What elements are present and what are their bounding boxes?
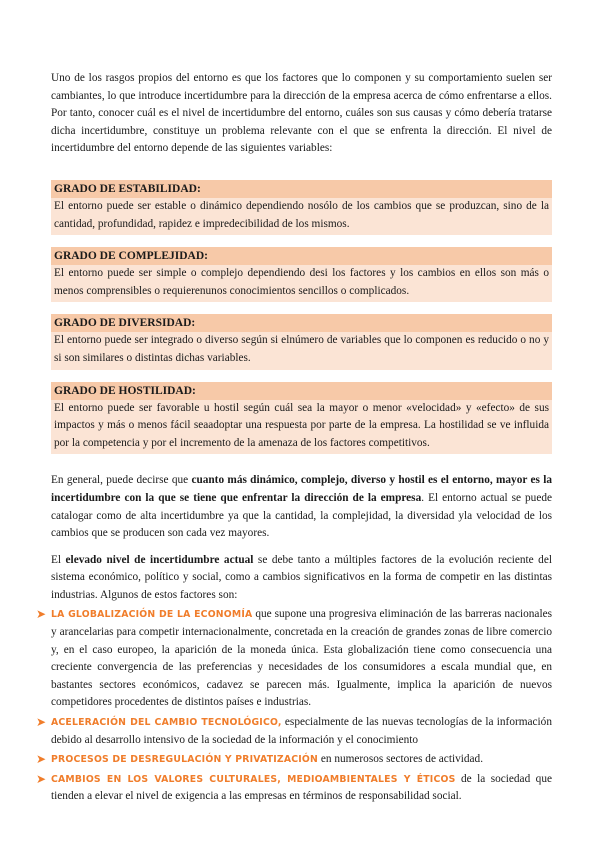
- box-complejidad: [51, 247, 552, 302]
- arrow-right-icon: ➤: [36, 752, 47, 767]
- intro-paragraph: Uno de los rasgos propios del entorno es que los factores que lo componen y su comportamiento suelen ser cambiantes, lo que introduce incertidumbre para la dirección de la empresa acerca de cómo enfrentarse a ellos. Por tanto, conocer cuál es el nivel de incertidumbre del entorno, cuáles son sus causas y cómo debería tratarse dicha incertidumbre, constituye un problema relevante con el que se enfrenta la dirección. El nivel de incertidumbre del entorno depende de las siguientes variables:: [51, 72, 552, 155]
- list-item: ➤ LA GLOBALIZACIÓN DE LA ECONOMÍA que supone una progresiva eliminación de las barreras nacionales y arancelarias para competir internacionalmente, concretada en la creación de grandes zonas de libre comercio y, en el caso europeo, la aparición de la moneda única. Esta globalización tiene como consecuencia una creciente convergencia de las preferencias y necesidades de los consumidores a escala mundial que, en bastantes sectores económicos, cadavez se parecen más. Igualmente, implica la aparición de nuevos competidores procedentes de distintos países e industrias.: [36, 607, 552, 709]
- document-page: [36, 70, 552, 808]
- box-diversidad: [51, 314, 552, 369]
- box-title: GRADO DE HOSTILIDAD:: [51, 382, 552, 400]
- box-text: El entorno puede ser simple o complejo dependiendo desi los factores y los cambios en ellos son más o menos comprensibles o requierenunos conocimientos sencillos o complicados.: [54, 267, 549, 297]
- box-title: GRADO DE COMPLEJIDAD:: [51, 247, 552, 265]
- summary-paragraph: En general, puede decirse que cuanto más dinámico, complejo, diverso y hostil es el entorno, mayor es la incertidumbre con la que se tiene que enfrentar la dirección de la empresa. El entorno actual se puede catalogar como de alta incertidumbre ya que la cantidad, la complejidad, la diversidad yla velocidad de los cambios que se producen son cada vez mayores.: [51, 474, 552, 540]
- factors-paragraph: El elevado nivel de incertidumbre actual se debe tanto a múltiples factores de la evolución reciente del sistema económico, político y social, como a cambios significativos en la forma de competir en las distintas industrias. Algunos de estos factores son:: [51, 553, 552, 601]
- box-text: El entorno puede ser favorable u hostil según cuál sea la mayor o menor «velocidad» y «efecto» de sus impactos y más o menos fácil seaadoptar una respuesta por parte de la empresa. La hostilidad se ve influida por la competencia y por el incremento de la amenaza de los factores competitivos.: [54, 401, 549, 449]
- box-title: GRADO DE ESTABILIDAD:: [51, 180, 552, 198]
- box-title: GRADO DE DIVERSIDAD:: [51, 314, 552, 332]
- box-hostilidad: [51, 382, 552, 455]
- factors-list: [34, 606, 552, 806]
- arrow-right-icon: ➤: [36, 771, 47, 786]
- list-item: ➤ ACELERACIÓN DEL CAMBIO TECNOLÓGICO, especialmente de las nuevas tecnologías de la información debido al desarrollo intensivo de la sociedad de la información y el conocimiento: [36, 715, 552, 746]
- list-item: ➤ CAMBIOS EN LOS VALORES CULTURALES, MEDIOAMBIENTALES Y ÉTICOS de la sociedad que tienden a elevar el nivel de exigencia a las empresas en términos de responsabilidad social.: [36, 771, 552, 803]
- box-text: El entorno puede ser integrado o diverso según si elnúmero de variables que lo componen es reducido o no y si son similares o distintas dichas variables.: [54, 334, 549, 364]
- box-text: El entorno puede ser estable o dinámico dependiendo nosólo de los cambios que se produzcan, sino de la cantidad, profundidad, rapidez e impredecibilidad de los mismos.: [54, 199, 549, 230]
- arrow-right-icon: ➤: [36, 607, 47, 622]
- list-item: ➤ PROCESOS DE DESREGULACIÓN Y PRIVATIZACIÓN en numerosos sectores de actividad.: [34, 751, 552, 769]
- arrow-right-icon: ➤: [36, 715, 47, 730]
- box-estabilidad: [51, 180, 552, 235]
